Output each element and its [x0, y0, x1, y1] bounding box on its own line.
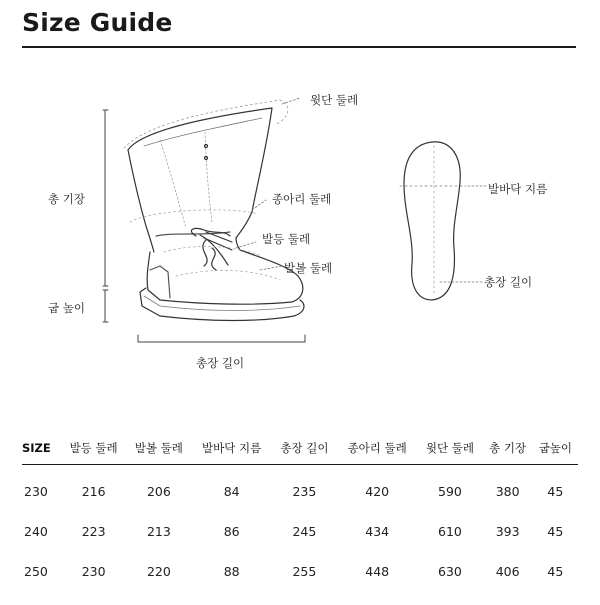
table-row — [22, 465, 578, 512]
table-cell: 245 — [292, 523, 317, 539]
table-cell: 88 — [223, 563, 240, 579]
size-table — [22, 432, 578, 591]
table-cell: 220 — [146, 563, 171, 579]
label-sole-width: 발바닥 지름 — [488, 182, 548, 196]
table-cell: 230 — [24, 483, 48, 499]
table-cell: 230 — [81, 563, 106, 579]
label-calf-circumference: 종아리 둘레 — [272, 192, 332, 206]
column-header: 발등 둘레 — [61, 432, 126, 465]
table-header-row — [22, 432, 578, 465]
table-cell: 235 — [292, 483, 317, 499]
label-sole-length: 총장 길이 — [484, 275, 533, 289]
boot-illustration — [0, 60, 600, 390]
table-cell: 250 — [24, 563, 48, 579]
table-cell: 434 — [365, 523, 390, 539]
table-cell: 84 — [223, 483, 240, 499]
table-cell: 206 — [146, 483, 171, 499]
table-cell: 255 — [292, 563, 317, 579]
table-cell: 45 — [547, 483, 564, 499]
table-cell: 240 — [24, 523, 48, 539]
label-total-length: 총장 길이 — [196, 356, 245, 370]
table-cell: 213 — [146, 523, 171, 539]
column-header: 총장 길이 — [272, 432, 337, 465]
table-cell: 216 — [81, 483, 106, 499]
table-cell: 590 — [438, 483, 462, 499]
column-header: 발바닥 지름 — [191, 432, 271, 465]
column-header: 윗단 둘레 — [417, 432, 482, 465]
table-cell: 610 — [438, 523, 462, 539]
table-cell: 420 — [365, 483, 390, 499]
label-total-height: 총 기장 — [48, 192, 85, 206]
page-title: Size Guide — [22, 8, 173, 37]
table-cell: 393 — [495, 523, 520, 539]
column-header: 굽높이 — [533, 432, 578, 465]
size-diagram — [0, 60, 600, 390]
table-cell: 45 — [547, 563, 564, 579]
table-cell: 223 — [81, 523, 106, 539]
table-cell: 380 — [495, 483, 520, 499]
label-heel-height: 굽 높이 — [48, 301, 85, 315]
column-header: 총 기장 — [483, 432, 533, 465]
table-row — [22, 551, 578, 591]
label-top-circumference: 윗단 둘레 — [310, 93, 359, 107]
label-ball-circumference: 발볼 둘레 — [284, 261, 333, 275]
table-cell: 406 — [495, 563, 520, 579]
column-header: SIZE — [22, 432, 61, 465]
column-header: 종아리 둘레 — [337, 432, 417, 465]
table-cell: 630 — [438, 563, 462, 579]
label-instep-circumference: 발등 둘레 — [262, 232, 311, 246]
column-header: 발볼 둘레 — [126, 432, 191, 465]
table-row — [22, 511, 578, 551]
title-divider — [22, 46, 576, 48]
table-cell: 448 — [365, 563, 390, 579]
table-cell: 86 — [223, 523, 240, 539]
table-cell: 45 — [547, 523, 564, 539]
